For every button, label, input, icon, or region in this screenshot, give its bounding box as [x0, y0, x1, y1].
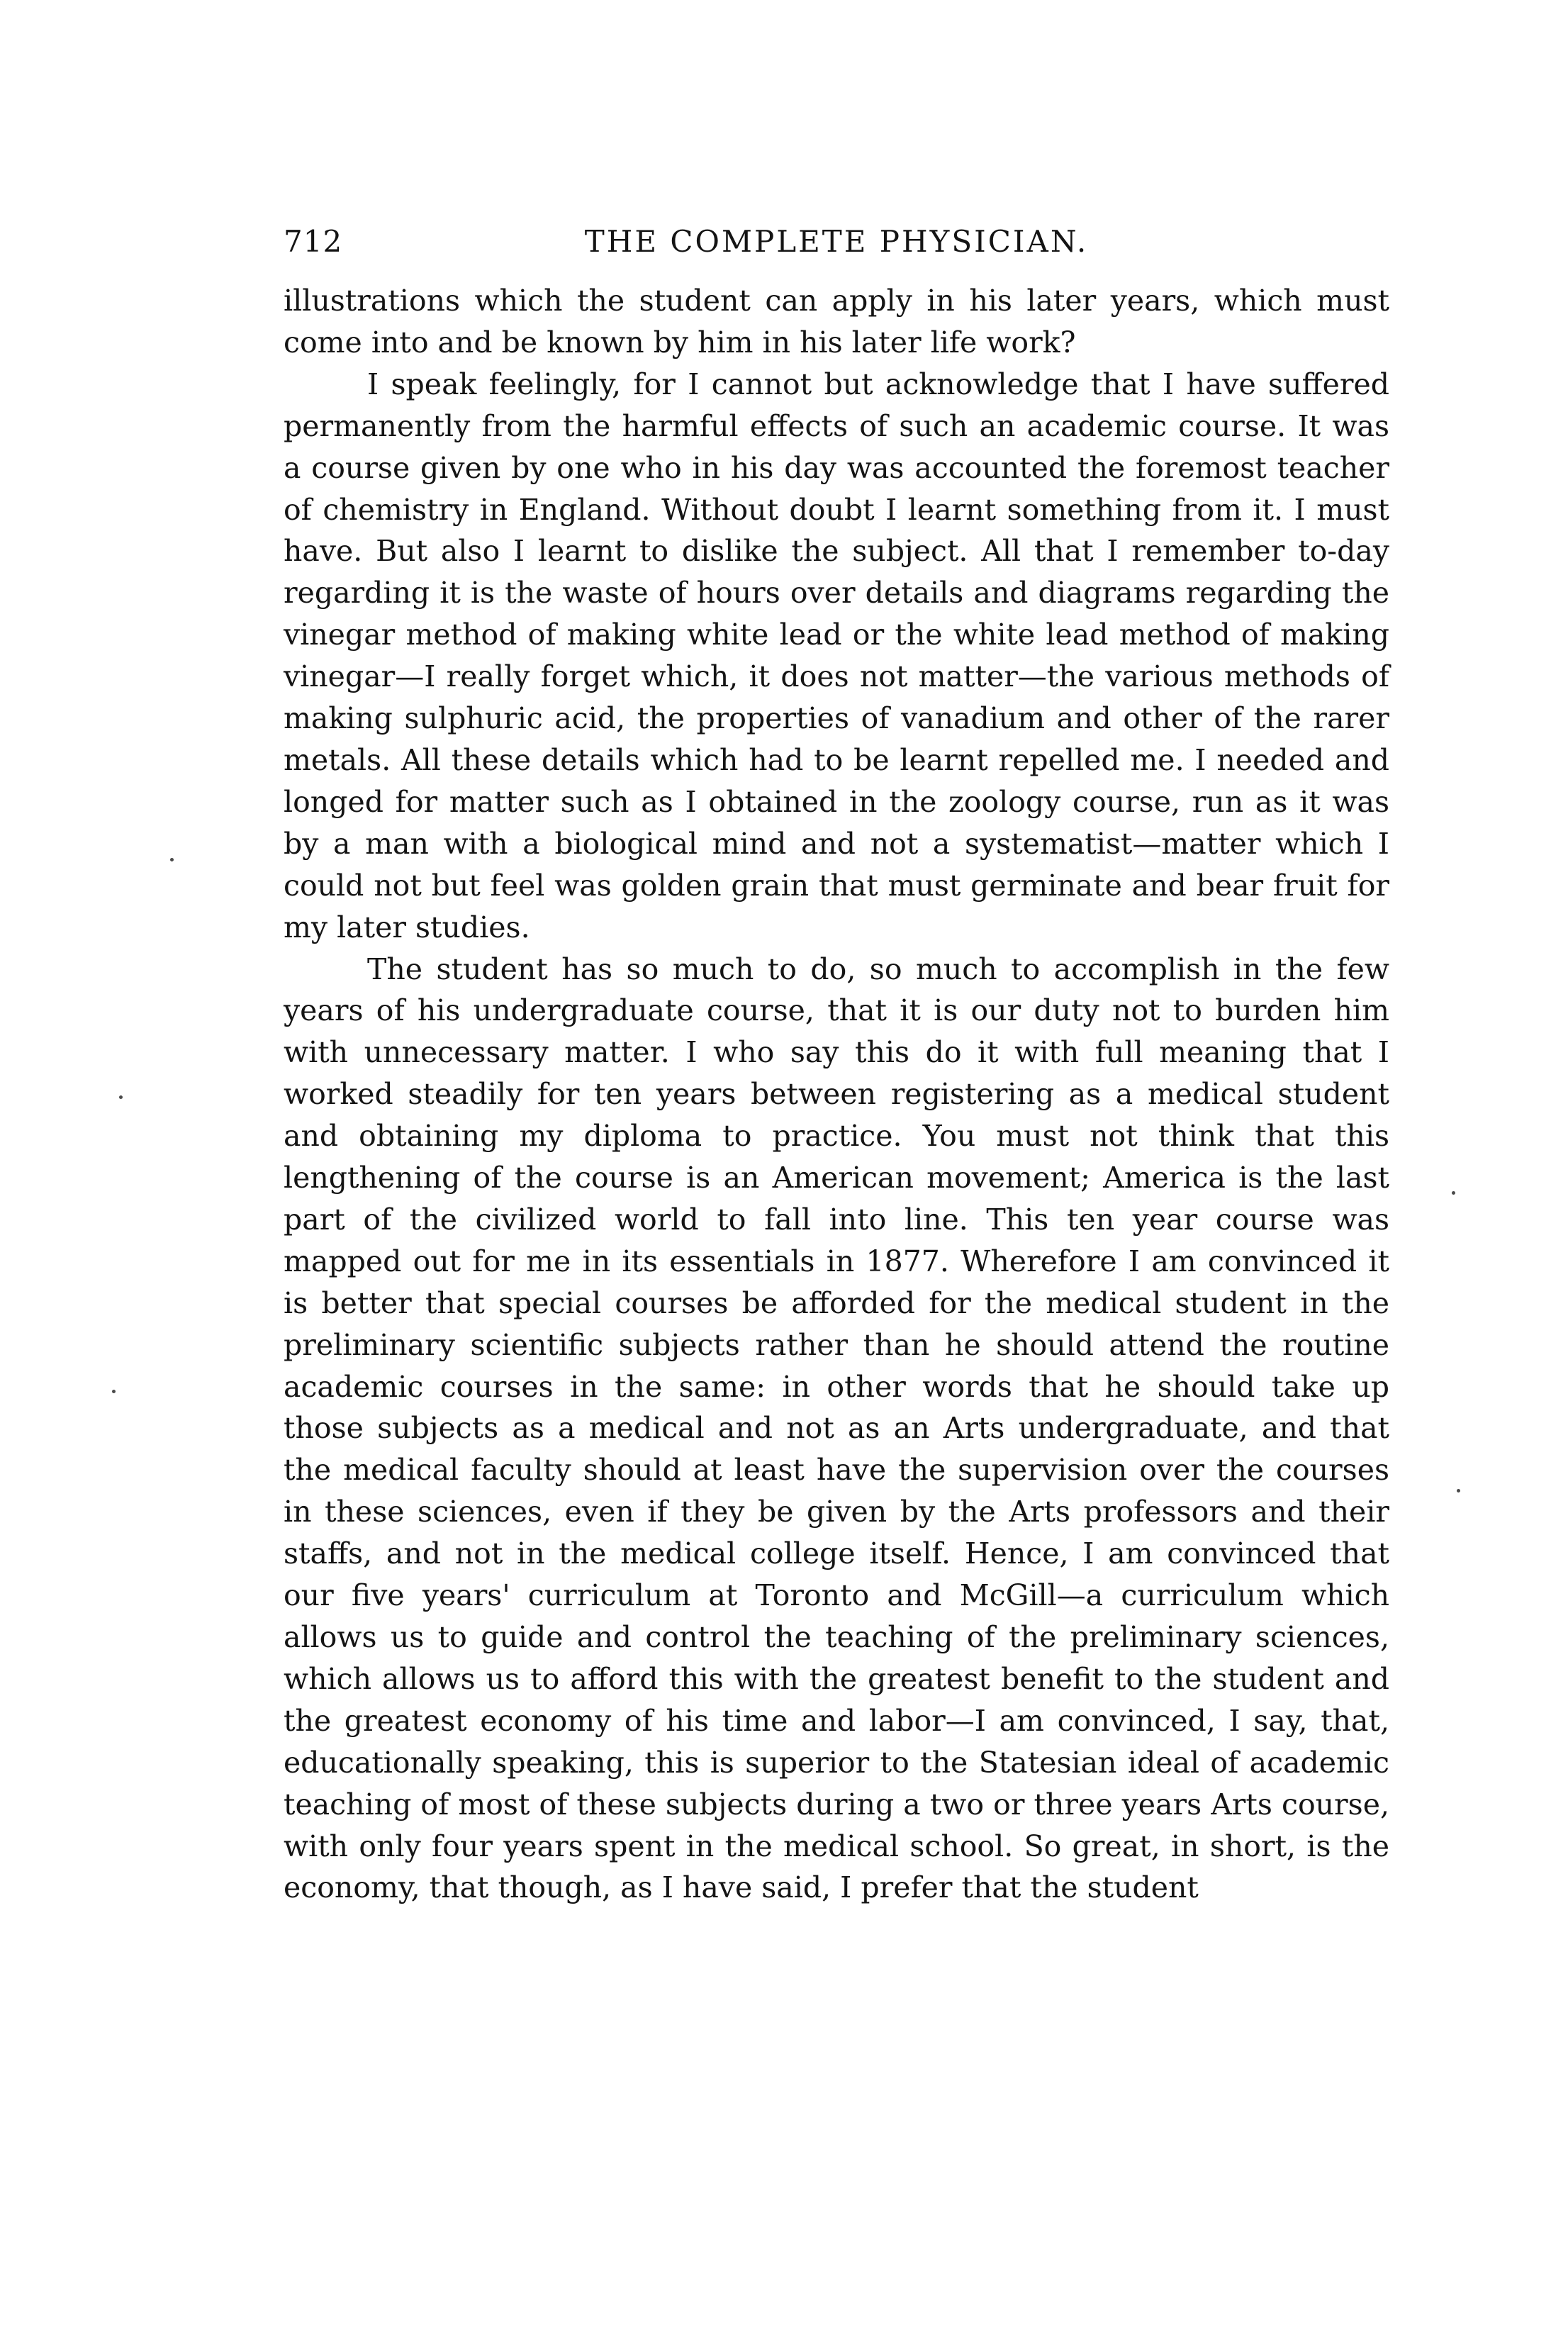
scan-speck: [1452, 1191, 1455, 1195]
running-head: [284, 210, 1389, 274]
scan-speck: [1457, 1489, 1460, 1492]
page-number: 712: [284, 224, 343, 259]
paragraph-continuation: illustrations which the student can apply in his later years, which must come into and be known by him in his later life work?: [284, 284, 1389, 359]
paragraph-chemistry-course: I speak feelingly, for I cannot but acknowledge that I have suffered permanently from the harmful effects of such an academic course. It was a course given by one who in his day was accounted the foremost teacher of chemistry in England. Without doubt I learnt something from it. I must have. But also I learnt to dislike the subject. All that I remember to-day regarding it is the waste of hours over details and diagrams regarding the vinegar method of making white lead or the white lead method of making vinegar—I really forget which, it does not matter—the various methods of making sulphuric acid, the properties of vanadium and other of the rarer metals. All these details which had to be learnt repelled me. I needed and longed for matter such as I obtained in the zoology course, run as it was by a man with a biological mind and not a systematist—matter which I could not but feel was golden grain that must germinate and bear fruit for my later studies.: [284, 367, 1389, 944]
body-text: [284, 280, 1389, 1909]
scan-speck: [119, 1095, 123, 1099]
running-title: THE COMPLETE PHYSICIAN.: [584, 224, 1089, 259]
scan-speck: [170, 858, 174, 861]
paragraph-medical-curriculum: The student has so much to do, so much to accomplish in the few years of his undergraduate course, that it is our duty not to burden him with unnecessary matter. I who say this do it with full meaning that I worked steadily for ten years between registering as a medical student and obtaining my diploma to practice. You must not think that this lengthening of the course is an American movement; America is the last part of the civilized world to fall into line. This ten year course was mapped out for me in its essentials in 1877. Wherefore I am convinced it is better that special courses be afforded for the medical student in the preliminary scientific subjects rather than he should attend the routine academic courses in the same: in other words that he should take up those subjects as a medical and not as an Arts undergraduate, and that the medical faculty should at least have the supervision over the courses in these sciences, even if they be given by the Arts professors and their staffs, and not in the medical college itself. Hence, I am convinced that our five years' curriculum at Toronto and McGill—a curriculum which allows us to guide and control the teaching of the preliminary sciences, which allows us to afford this with the greatest benefit to the student and the greatest economy of his time and labor—I am convinced, I say, that, educationally speaking, this is superior to the Statesian ideal of academic teaching of most of these subjects during a two or three years Arts course, with only four years spent in the medical school. So great, in short, is the economy, that though, as I have said, I prefer that the student: [284, 952, 1389, 1905]
scan-speck: [112, 1390, 116, 1393]
